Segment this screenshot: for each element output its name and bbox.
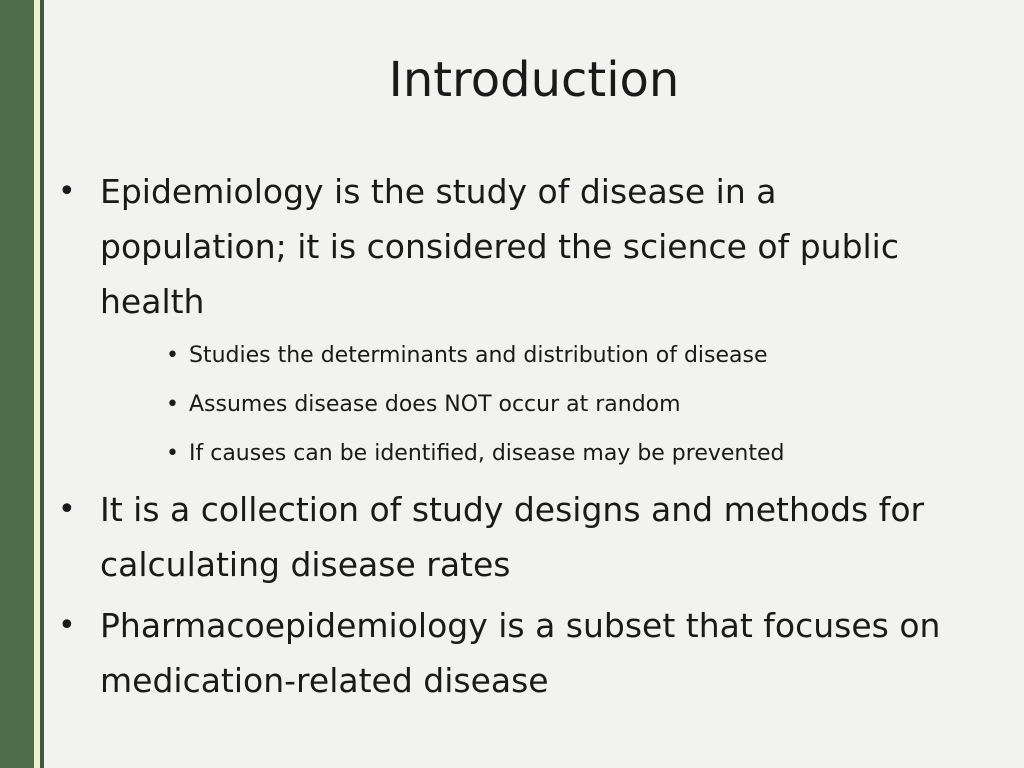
bullet-dot-icon: • <box>58 174 76 209</box>
sub-bullet-item <box>58 380 962 429</box>
bullet-dot-icon: • <box>58 608 76 643</box>
bullet-item <box>58 482 962 592</box>
left-accent-bar <box>0 0 34 768</box>
slide-title: Introduction <box>388 52 680 108</box>
sub-bullet-text: Assumes disease does NOT occur at random <box>189 392 681 417</box>
sub-bullet-text: If causes can be identified, disease may be prevented <box>189 441 785 466</box>
left-accent-stripe-dark <box>40 0 44 768</box>
sub-bullet-item <box>58 331 962 380</box>
bullet-dot-icon: • <box>58 492 76 527</box>
sub-bullet-item <box>58 429 962 478</box>
sub-bullet-text: Studies the determinants and distribution of disease <box>189 343 768 368</box>
bullet-text: Pharmacoepidemiology is a subset that focuses on medication-related disease <box>100 606 941 700</box>
sub-bullet-list <box>58 331 962 478</box>
bullet-text: It is a collection of study designs and methods for calculating disease rates <box>100 490 925 584</box>
bullet-text: Epidemiology is the study of disease in a population; it is considered the science of public health <box>100 172 899 321</box>
bullet-item <box>58 164 962 329</box>
bullet-item <box>58 598 962 708</box>
slide-content <box>58 164 962 708</box>
sub-bullet-dot-icon: • <box>166 392 179 417</box>
sub-bullet-dot-icon: • <box>166 441 179 466</box>
sub-bullet-dot-icon: • <box>166 343 179 368</box>
